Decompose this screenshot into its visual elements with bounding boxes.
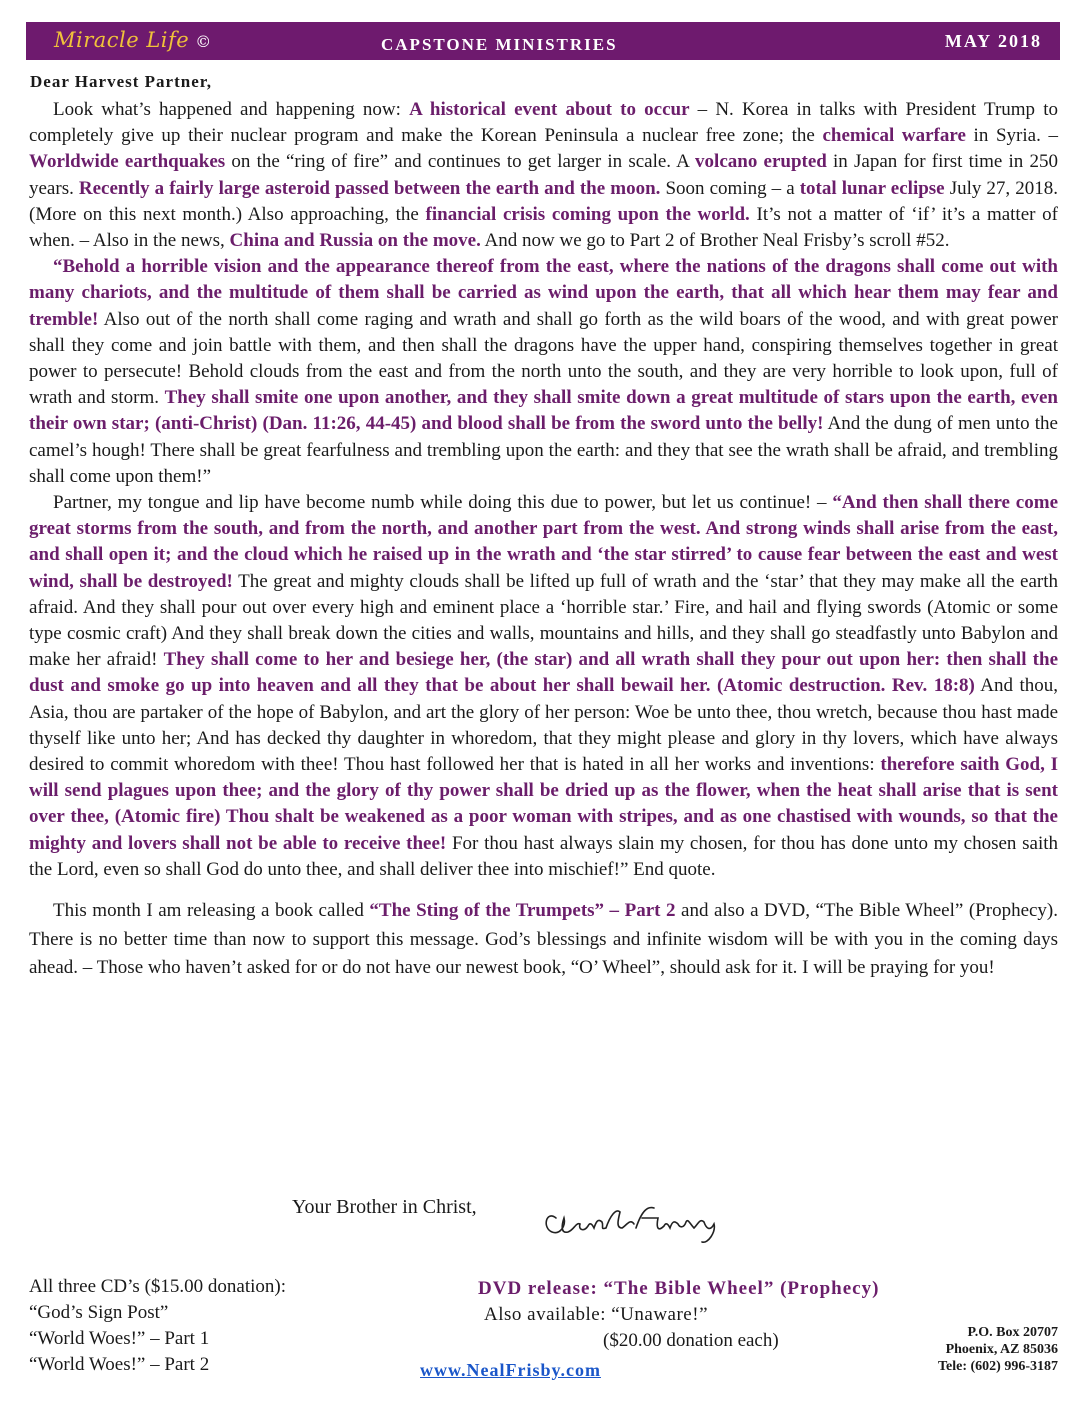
paragraph-continuation [29, 490, 1058, 883]
highlighted-text: “The Sting of the Trumpets” – Part 2 [369, 900, 676, 922]
body-text-run: And thou, Asia, thou are partaker of the hope of Babylon, and art the glory of her person: Woe be unto thee, thou wretch, because thou hast made thyself like unto her; And has decked thy daughter in whoredom, that they might please and glory in thy lovers, which have always desired to commit whoredom with thee! Thou hast followed her that is hated in all her works and inventions: [29, 675, 1059, 776]
highlighted-text: “Behold a horrible vision and the appearance thereof from the east, where the nations of the dragons shall come out with many chariots, and the multitude of them shall be carried as wind upon the earth, that all which hear them may fear and tremble! [29, 256, 1058, 330]
website-link[interactable]: www.NealFrisby.com [420, 1360, 601, 1380]
signature [538, 1188, 738, 1253]
highlighted-text: They shall smite one upon another, and they shall smite down a great multitude of stars upon the earth, even their own star; (anti-Christ) (Dan. 11:26, 44-45) and blood shall be from the sword unto the belly! [29, 387, 1058, 435]
brand-logo [54, 28, 212, 52]
issue-date: MAY 2018 [944, 31, 1042, 51]
body-text-run: And now we go to Part 2 of Brother Neal Frisby’s scroll #52. [480, 230, 950, 252]
body-text-run: Look what’s happened and happening now: [53, 99, 410, 120]
highlighted-text: Worldwide earthquakes [29, 151, 226, 173]
body-text-run: For thou hast always slain my chosen, for thou has done unto my chosen saith the Lord, even so shall God do unto thee, and shall deliver thee into mischief!” End quote. [29, 832, 1058, 880]
paragraph-releases [29, 897, 1058, 983]
body-text-run: This month I am releasing a book called [53, 900, 370, 922]
highlighted-text: volcano erupted [695, 151, 827, 173]
dvd-offer-title: DVD release: “The Bible Wheel” (Prophecy) [478, 1278, 880, 1299]
highlighted-text: therefore saith God, I will send plagues upon thee; and the glory of thy power shall be dried up as the flower, when the heat shall arise that is sent over thee, (Atomic fire) Thou shalt be weakened as a poor woman with stripes, and as one chastised with wounds, so that the mighty and lovers shall not be able to receive thee! [29, 754, 1058, 854]
closing: Your Brother in Christ, [292, 1196, 477, 1218]
header-bar [26, 22, 1060, 60]
copyright-symbol: © [195, 32, 212, 51]
paragraph-scroll-quote [29, 254, 1058, 490]
cd-item: “God’s Sign Post” [29, 1302, 169, 1323]
highlighted-text: China and Russia on the move. [229, 230, 481, 252]
body-text-run: – N. Korea in talks with President Trump to completely give up their nuclear program and make the Korean Peninsula a nuclear free zone; the [29, 99, 1059, 147]
body-text-run: Partner, my tongue and lip have become numb while doing this due to power, but let us continue! – [53, 492, 833, 514]
cd-item: “World Woes!” – Part 1 [29, 1328, 210, 1349]
body-text-run: Also out of the north shall come raging and wrath and shall go forth as the wild boars of the wood, and with great power shall they come and join battle with them, and then shall the dragons have the upper hand, conspiring themselves together in great power to persecute! Behold clouds from the east and from the north unto the south, and they are very horrible to look upon, full of wrath and storm. [29, 308, 1058, 409]
body-text-run: on the “ring of fire” and continues to get larger in scale. A [225, 151, 696, 173]
cd-offer [29, 1274, 286, 1378]
brand-name: Miracle Life [54, 28, 190, 52]
highlighted-text: They shall come to her and besiege her, (the star) and all wrath shall they pour out upon her: then shall the dust and smoke go up into heaven and all they that be about her shall bewail her. (Atomic destruction. Rev. 18:8) [29, 649, 1058, 697]
mailing-address [938, 1324, 1058, 1375]
highlighted-text: A historical event about to occur [409, 99, 690, 120]
highlighted-text: total lunar eclipse [799, 177, 945, 199]
body-text-run: The great and mighty clouds shall be lifted up full of wrath and the ‘star’ that they may make all the earth afraid. And they shall pour out over every high and eminent place a ‘horrible star.’ Fire, and hail and flying swords (Atomic or some type cosmic craft) And they shall break down the cities and walls, mountains and hills, and they shall go steadfastly unto Babylon and make her afraid! [29, 570, 1058, 671]
highlighted-text: chemical warfare [822, 125, 966, 147]
address-line: Phoenix, AZ 85036 [945, 1342, 1058, 1357]
dvd-also-available: Also available: “Unaware!” [484, 1304, 709, 1325]
dvd-price: ($20.00 donation each) [603, 1330, 779, 1351]
highlighted-text: Recently a fairly large asteroid passed between the earth and the moon. [78, 177, 661, 199]
dvd-offer [478, 1276, 879, 1354]
cd-item: “World Woes!” – Part 2 [29, 1354, 210, 1375]
cd-offer-title: All three CD’s ($15.00 donation): [29, 1276, 286, 1297]
highlighted-text: financial crisis coming upon the world. [425, 203, 750, 225]
body-text-run: It’s not a matter of ‘if’ it’s a matter of when. – Also in the news, [29, 203, 1058, 252]
body-text-run: And the dung of men unto the camel’s hough! There shall be great fearfulness and trembling upon the earth: and they that see the wrath shall be afraid, and trembling shall come upon them!” [29, 413, 1058, 487]
address-line: Tele: (602) 996-3187 [937, 1359, 1058, 1374]
body-text-run: in Japan for first time in 250 years. [29, 151, 1058, 199]
signature-image [538, 1188, 738, 1248]
body-text-run: in Syria. – [965, 125, 1059, 147]
body-text-run: and also a DVD, “The Bible Wheel” (Prophecy). There is no better time than now to support this message. God’s blessings and infinite wisdom will be with you in the coming days ahead. – Those who haven’t asked for or do not have our newest book, “O’ Wheel”, should ask for it. I will be praying for you! [29, 900, 1059, 979]
letter-body [29, 97, 1058, 983]
organization-name: CAPSTONE MINISTRIES [381, 35, 618, 54]
address-line: P.O. Box 20707 [967, 1325, 1058, 1340]
highlighted-text: “And then shall there come great storms from the south, and from the north, and another part from the west. And strong winds shall arise from the east, and shall open it; and the cloud which he raised up in the wrath and ‘the star stirred’ to cause fear between the east and west wind, shall be destroyed! [29, 492, 1059, 592]
body-text-run: July 27, 2018. (More on this next month.) Also approaching, the [29, 177, 1058, 225]
paragraph-news [29, 97, 1058, 254]
salutation: Dear Harvest Partner, [30, 72, 212, 91]
body-text-run: Soon coming – a [660, 177, 800, 199]
